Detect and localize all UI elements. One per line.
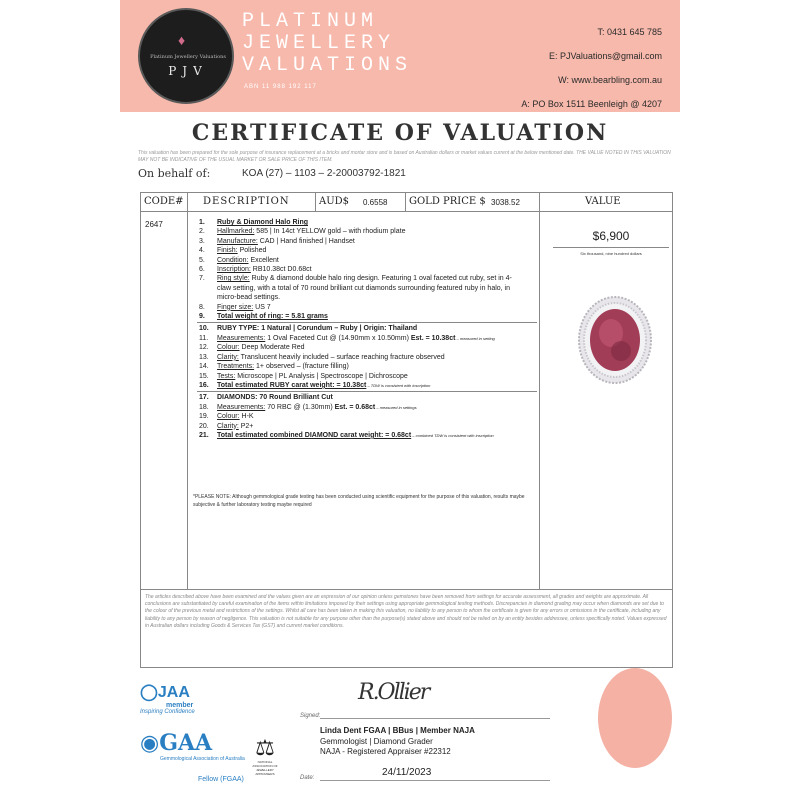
list-item bbox=[199, 256, 519, 265]
item-number: 11. bbox=[199, 334, 209, 342]
item-number: 10. bbox=[199, 325, 209, 333]
gaa-subtitle: Gemmological Association of Australia bbox=[160, 756, 245, 762]
item-label: Measurements: bbox=[217, 403, 266, 411]
on-behalf-label: On behalf of: bbox=[138, 167, 211, 180]
code-header: CODE# bbox=[144, 196, 184, 207]
item-number: 13. bbox=[199, 353, 209, 361]
brand-line-3: VALUATIONS bbox=[242, 54, 413, 77]
item-label: Finger size: bbox=[217, 303, 254, 311]
item-label: Hallmarked: bbox=[217, 228, 255, 236]
item-number: 21. bbox=[199, 431, 209, 439]
item-number: 16. bbox=[199, 381, 209, 389]
item-description bbox=[199, 218, 519, 440]
item-label: Condition: bbox=[217, 256, 249, 264]
jaa-text: JAA bbox=[157, 684, 190, 701]
item-text: RUBY TYPE: 1 Natural | Corundum – Ruby | Origin: Thailand bbox=[217, 325, 418, 333]
list-item bbox=[199, 393, 519, 402]
list-item bbox=[199, 218, 519, 227]
item-text: H-K bbox=[239, 413, 254, 421]
valuation-table bbox=[140, 192, 673, 590]
item-number: 9. bbox=[199, 313, 205, 321]
jaa-ring-icon: ◯ bbox=[140, 684, 158, 701]
item-note: – measured in settings bbox=[375, 404, 417, 410]
list-item bbox=[199, 237, 519, 246]
item-text: DIAMONDS: 70 Round Brilliant Cut bbox=[217, 394, 333, 402]
item-estimate: Est. = 10.38ct bbox=[410, 334, 456, 342]
jaa-tagline: Inspiring Confidence bbox=[140, 709, 195, 715]
disclaimer: This valuation has been prepared for the sole purpose of insurance replacement at a bricks and mortar store and is based on Australian dollars or market values current at the below mentioned date. THE VALUE NOTED IN THIS VALUATION MAY NOT BE INDICATIVE OF THE USUAL MARKET OR SALE PRICE OF THIS ITEM. bbox=[138, 150, 671, 163]
item-code: 2647 bbox=[145, 220, 163, 229]
item-label: Clarity: bbox=[217, 353, 239, 361]
item-text: US 7 bbox=[253, 303, 271, 311]
appraiser-registration: NAJA - Registered Appraiser #22312 bbox=[320, 747, 451, 756]
value-divider bbox=[553, 247, 669, 248]
aud-header: AUD$ bbox=[319, 196, 350, 207]
item-text: 1+ observed – (fracture filling) bbox=[254, 363, 349, 371]
list-item-continued bbox=[199, 293, 519, 302]
item-text: Deep Moderate Red bbox=[239, 344, 305, 352]
letterhead bbox=[120, 0, 680, 112]
item-text: Translucent heavily included – surface reaching fracture observed bbox=[238, 353, 445, 361]
valuation-date: 24/11/2023 bbox=[382, 767, 432, 778]
item-text: Ruby & diamond double halo ring design. Featuring 1 oval faceted cut ruby, set in 4- bbox=[249, 275, 512, 283]
ruby-ring-photo bbox=[575, 293, 655, 387]
table-header bbox=[141, 193, 672, 212]
item-text: Polished bbox=[237, 247, 267, 255]
item-text: Total estimated combined DIAMOND carat weight: = 0.68ct bbox=[217, 431, 412, 439]
item-label: Inscription: bbox=[217, 266, 251, 274]
naja-logo bbox=[248, 736, 282, 776]
item-text: 70 RBC @ (1.30mm) bbox=[265, 403, 335, 411]
item-note: – TDW is consistent with inscription bbox=[366, 382, 431, 388]
list-item bbox=[199, 353, 519, 362]
list-item bbox=[199, 362, 519, 371]
item-number: 15. bbox=[199, 372, 209, 380]
jaa-member: member bbox=[166, 702, 194, 709]
list-item bbox=[199, 274, 519, 283]
item-note: – combined TDW is consistent with inscription bbox=[411, 432, 494, 438]
item-number: 19. bbox=[199, 413, 209, 421]
appraiser-title: Gemmologist | Diamond Grader bbox=[320, 737, 433, 746]
website: W: www.bearbling.com.au bbox=[558, 75, 662, 85]
item-label: Ring style: bbox=[217, 275, 250, 283]
logo-initials: PJV bbox=[168, 64, 208, 78]
diamond-icon: ♦ bbox=[178, 32, 186, 48]
item-text: Excellent bbox=[248, 256, 279, 264]
brand-line-1: PLATINUM bbox=[242, 10, 379, 33]
item-text: Microscope | PL Analysis | Spectroscope | Dichroscope bbox=[235, 372, 408, 380]
item-text: Total weight of ring: = 5.81 grams bbox=[217, 313, 328, 321]
list-item bbox=[199, 334, 519, 343]
scales-icon: ⚖ bbox=[255, 735, 275, 760]
list-item bbox=[199, 343, 519, 352]
item-label: Treatments: bbox=[217, 363, 255, 371]
phone: T: 0431 645 785 bbox=[597, 27, 662, 37]
section-divider bbox=[197, 322, 537, 323]
date-label: Date: bbox=[300, 775, 315, 781]
gaa-globe-icon: ◉ bbox=[140, 730, 160, 756]
pjv-logo bbox=[138, 8, 234, 104]
item-number: 7. bbox=[199, 275, 205, 283]
item-text: RB10.38ct D0.68ct bbox=[250, 266, 312, 274]
item-text: P2+ bbox=[238, 422, 254, 430]
item-number: 17. bbox=[199, 394, 209, 402]
signature-line bbox=[320, 718, 550, 719]
brand-line-2: JEWELLERY bbox=[242, 32, 396, 55]
gaa-logo bbox=[140, 730, 245, 762]
terms-fineprint: The articles described above have been examined and the values given are an expression of our opinion unless gemstones have been removed from settings for accurate assessment, all grades and weights are approximate. All conclusions are substantiated by careful examination of the items within limitations imposed by their settings using appropriate gemmological testing methods. Discrepancies in diamond grading may occur when diamonds are set due to the colour of the previous metal and restrictions of the settings. Whilst all care has been taken in making this valuation, no liability to any person to whom the certificate is given for any errors or omissions in the certificate, including any liability to any person by reason of negligence. This valuation is not suitable for any purpose other than the purpose(s) stated above and should not be relied on by an entity besides addressee, unless specifically noted. Values expressed in Australian dollars including Goods & Services Tax (GST) and current market conditions. bbox=[140, 590, 673, 668]
gold-price-header: GOLD PRICE $ bbox=[409, 196, 486, 207]
column-divider bbox=[539, 193, 540, 589]
email: E: PJValuations@gmail.com bbox=[548, 51, 662, 61]
column-divider bbox=[315, 193, 316, 211]
item-label: Colour: bbox=[217, 413, 240, 421]
item-text: Total estimated RUBY carat weight: = 10.38ct bbox=[217, 381, 367, 389]
list-item bbox=[199, 381, 519, 390]
item-text: 1 Oval Faceted Cut @ (14.90mm x 10.50mm) bbox=[265, 334, 411, 342]
certificate-page bbox=[120, 0, 680, 800]
item-number: 1. bbox=[199, 219, 205, 226]
item-number: 5. bbox=[199, 256, 205, 264]
list-item bbox=[199, 324, 519, 333]
valuation-amount: $6,900 bbox=[592, 229, 630, 243]
item-estimate: Est. = 0.68ct bbox=[334, 403, 376, 411]
certificate-title: CERTIFICATE OF VALUATION bbox=[191, 120, 609, 146]
brand-name bbox=[242, 11, 412, 77]
item-number: 3. bbox=[199, 237, 205, 245]
aud-rate: 0.6558 bbox=[363, 198, 388, 207]
item-number: 20. bbox=[199, 422, 209, 430]
list-item bbox=[199, 227, 519, 236]
item-number: 14. bbox=[199, 363, 209, 371]
pink-seal bbox=[598, 668, 672, 768]
gaa-text: GAA bbox=[159, 730, 213, 756]
list-item bbox=[199, 246, 519, 255]
list-item bbox=[199, 303, 519, 312]
item-number: 6. bbox=[199, 266, 205, 274]
gaa-fellow: Fellow (FGAA) bbox=[198, 776, 244, 783]
list-item bbox=[199, 372, 519, 381]
item-label: Tests: bbox=[217, 372, 236, 380]
item-number: 8. bbox=[199, 303, 205, 311]
list-item bbox=[199, 403, 519, 412]
item-number: 18. bbox=[199, 403, 209, 411]
logo-subtitle: Platinum Jewellery Valuations bbox=[150, 54, 226, 60]
list-item bbox=[199, 312, 519, 321]
list-item bbox=[199, 265, 519, 274]
item-number: 2. bbox=[199, 228, 205, 236]
value-header: VALUE bbox=[585, 196, 621, 207]
gold-price: 3038.52 bbox=[491, 198, 520, 207]
testing-note: *PLEASE NOTE: Although gemmological grade testing has been conducted using scientific equipment for the purpose of this valuation, results maybe subjective & further laboratory testing maybe required bbox=[193, 494, 525, 508]
item-text: claw setting, with a total of 70 round brilliant cut diamonds surrounding featured ruby in halo, in bbox=[217, 284, 511, 292]
item-label: Clarity: bbox=[217, 422, 239, 430]
appraiser-name: Linda Dent FGAA | BBus | Member NAJA bbox=[320, 726, 475, 735]
item-note: – measured in setting bbox=[455, 335, 495, 341]
naja-text: NATIONAL ASSOCIATION OF JEWELLERY APPRAISERS bbox=[252, 760, 278, 776]
item-text: CAD | Hand finished | Handset bbox=[257, 237, 355, 245]
postal-address: A: PO Box 1511 Beenleigh @ 4207 bbox=[521, 99, 662, 109]
list-item bbox=[199, 412, 519, 421]
valuation-words: Six thousand, nine hundred dollars bbox=[580, 251, 642, 256]
item-title: Ruby & Diamond Halo Ring bbox=[217, 219, 308, 226]
signed-label: Signed: bbox=[300, 713, 321, 719]
item-label: Manufacture: bbox=[217, 237, 258, 245]
description-header: DESCRIPTION bbox=[203, 196, 290, 207]
item-number: 4. bbox=[199, 247, 205, 255]
item-label: Finish: bbox=[217, 247, 238, 255]
jaa-logo bbox=[140, 682, 195, 715]
list-item-continued bbox=[199, 284, 519, 293]
date-line bbox=[320, 780, 550, 781]
item-label: Colour: bbox=[217, 344, 240, 352]
abn: ABN 11 988 192 117 bbox=[244, 84, 317, 90]
list-item bbox=[199, 431, 519, 440]
item-label: Measurements: bbox=[217, 334, 266, 342]
signature: R.Ollier bbox=[358, 680, 429, 705]
item-number: 12. bbox=[199, 344, 209, 352]
item-text: micro-bead settings. bbox=[217, 294, 281, 302]
on-behalf-value: KOA (27) – 1103 – 2-20003792-1821 bbox=[242, 168, 406, 179]
list-item bbox=[199, 422, 519, 431]
contact-block bbox=[521, 20, 662, 116]
column-divider bbox=[405, 193, 406, 211]
section-divider bbox=[197, 391, 537, 392]
item-text: 585 | In 14ct YELLOW gold – with rhodium plate bbox=[254, 228, 406, 236]
column-divider bbox=[187, 193, 188, 589]
